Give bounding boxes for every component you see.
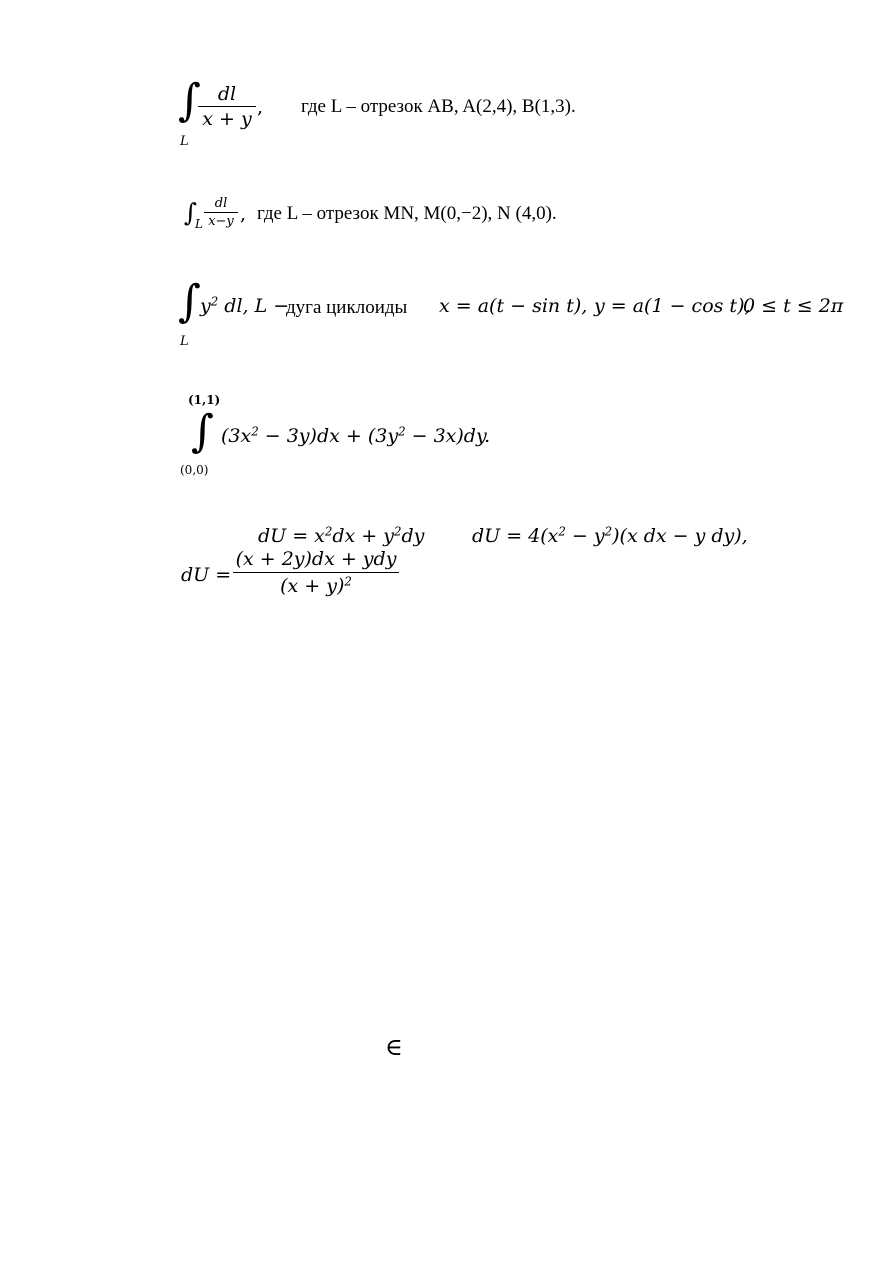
numerator: dl [214,196,228,211]
parameter-range: 0 ≤ t ≤ 2π [743,295,844,317]
integrand: $(3x^2 - 3y)dx + (3y^2 - 3x)dy$. [221,424,491,447]
denominator: $(x + y)^2$ [280,574,352,597]
integral-sign: ∫ [178,276,201,327]
fraction [204,195,238,230]
integral-sign: ∫ [178,75,201,126]
integral-sign: ∫ [191,406,214,457]
denominator: x−y [208,214,234,229]
curve-y-equation: y = a(1 − cos t), [594,295,751,317]
differential-3-lhs: dU = [181,564,232,586]
upper-limit: (1,1) [188,393,221,407]
differential-1: dU = $x^2dx + y^2dy$ [258,524,425,547]
condition-text: где L – отрезок AB, A(2,4), B(1,3). [301,96,576,117]
comma: , [257,96,264,118]
lower-limit: L [180,134,189,149]
condition-text: дуга циклоиды [286,297,408,318]
denominator: x + y [202,108,252,130]
element-of-symbol: ∈ [385,1033,403,1061]
lower-limit: L [180,334,189,349]
curve-x-equation: x = a(t − sin t), [439,295,588,317]
fraction [198,82,256,131]
integral-sign: ∫ [184,198,198,227]
condition-text: где L – отрезок MN, M(0,−2), N (4,0). [257,203,557,224]
lower-limit: L [195,217,203,231]
differential-2: dU = $4(x^2 - y^2)(x$ dx − y dy), [472,524,748,547]
lower-limit: (0,0) [180,463,209,477]
differential-3-fraction [233,546,399,599]
integrand: $y^2$ dl, L − [200,294,290,317]
comma: , [240,203,247,225]
numerator: dl [217,83,237,105]
numerator: (x + 2y)dx + ydy [235,548,397,570]
